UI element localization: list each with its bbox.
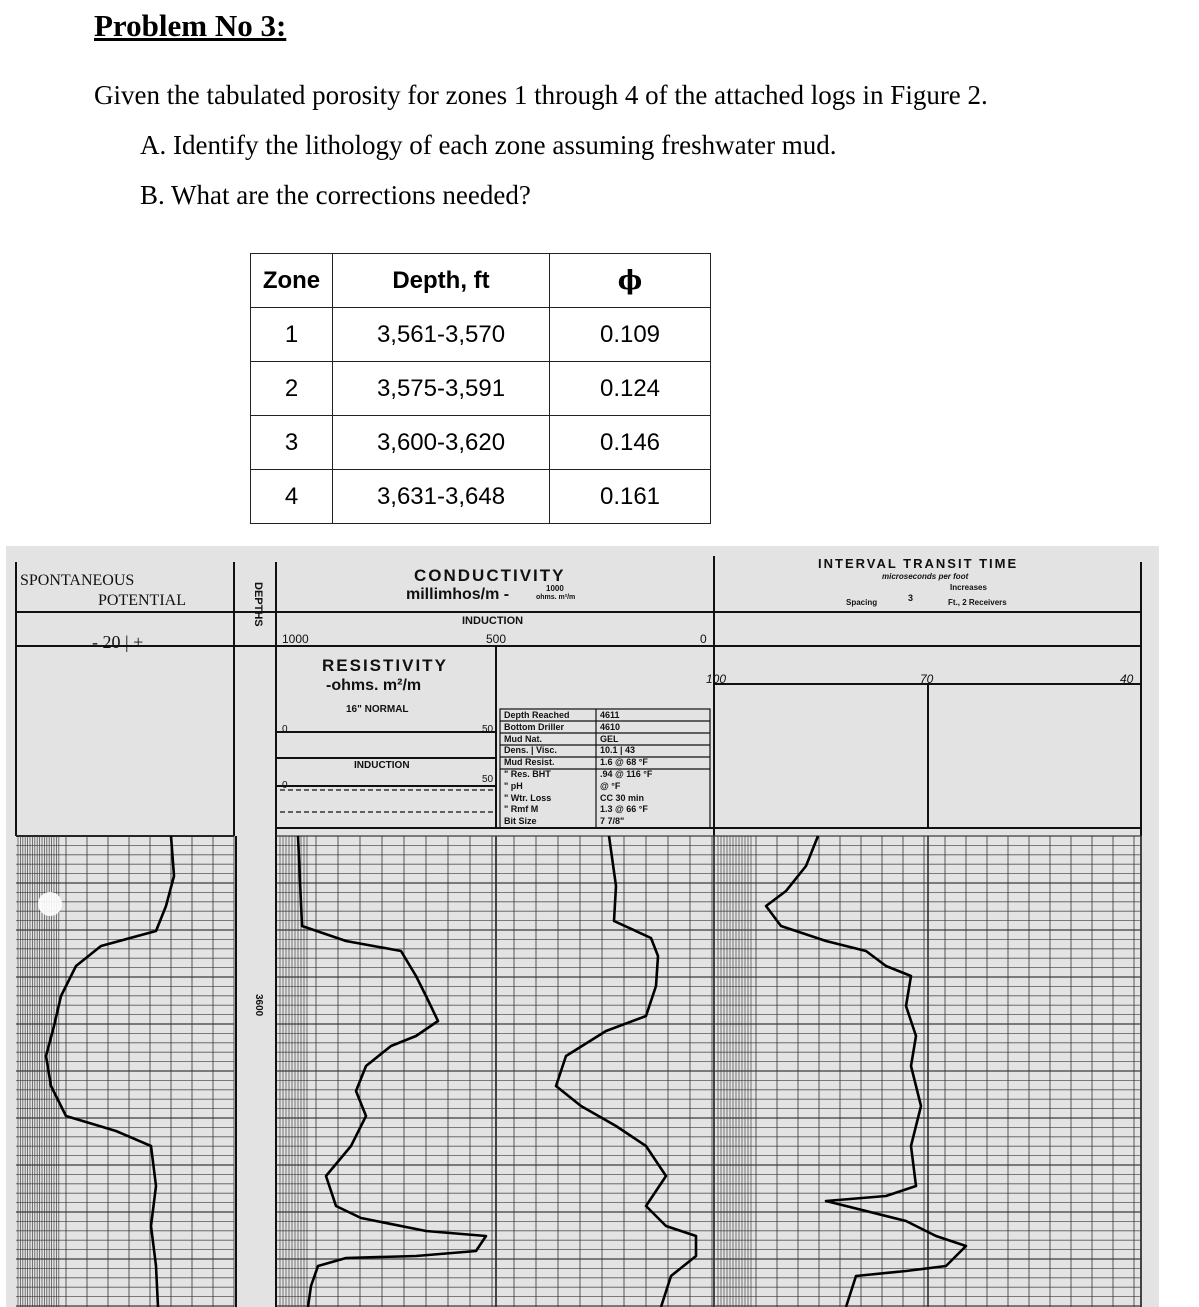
table-row — [251, 362, 711, 416]
depth-mark-3600: 3600 — [253, 994, 264, 1017]
sp-title-line1: SPONTANEOUS — [20, 572, 135, 589]
itt-increases: Increases — [950, 583, 987, 592]
mud-data-label: Mud Nat. — [504, 733, 542, 744]
conductivity-title: CONDUCTIVITY — [414, 566, 566, 585]
induction-label-resistivity: INDUCTION — [354, 760, 410, 771]
resistivity-scale-50a: 50 — [482, 724, 494, 735]
cell-zone: 1 — [251, 308, 333, 362]
conductivity-fraction-bottom: ohms. m²/m — [536, 594, 576, 601]
mud-data-value: GEL — [600, 733, 619, 744]
itt-scale-mid: 70 — [920, 672, 934, 686]
itt-spacing: Spacing — [846, 598, 878, 607]
resistivity-scale-0b: 0 — [282, 780, 288, 791]
resistivity-scale-50b: 50 — [482, 774, 494, 785]
mud-data-value: CC 30 min — [600, 792, 645, 803]
mud-data-value: 4611 — [600, 710, 620, 720]
conductivity-scale-right: 0 — [700, 632, 707, 646]
cell-depth: 3,600-3,620 — [333, 416, 550, 470]
cell-phi: 0.124 — [550, 362, 711, 416]
table-row — [251, 308, 711, 362]
conductivity-units: millimhos/m - — [406, 586, 510, 603]
resistivity-dashed-lines — [280, 790, 494, 812]
mud-data-label: Bottom Driller — [504, 721, 565, 732]
question-a: A. Identify the lithology of each zone assuming freshwater mud. — [140, 130, 837, 160]
induction-label-top: INDUCTION — [462, 615, 524, 627]
well-log-graphic — [6, 546, 1159, 1307]
sp-scale: - 20 | + — [92, 632, 144, 652]
sp-title-line2: POTENTIAL — [98, 592, 186, 609]
depths-label: DEPTHS — [252, 582, 264, 627]
itt-scale-left: 100 — [706, 672, 727, 686]
mud-data-value: 10.1 | 43 — [600, 745, 636, 756]
mud-data-value: .94 @ 116 °F — [600, 769, 653, 779]
problem-title: Problem No 3: — [94, 8, 287, 43]
table-header-row — [251, 254, 711, 308]
porosity-table — [250, 253, 711, 524]
mud-data-label: " Wtr. Loss — [504, 792, 552, 803]
cell-phi: 0.146 — [550, 416, 711, 470]
cell-zone: 2 — [251, 362, 333, 416]
conductivity-scale-left: 1000 — [282, 632, 309, 646]
mud-data-value: 4610 — [600, 721, 621, 732]
itt-scale-right: 40 — [1120, 672, 1134, 686]
mud-data-label: Depth Reached — [504, 710, 570, 720]
mud-data-value: @ °F — [600, 780, 621, 791]
log-grid — [16, 836, 1141, 1307]
problem-intro: Given the tabulated porosity for zones 1 through 4 of the attached logs in Figure 2. — [94, 80, 988, 110]
mud-data-label: " pH — [504, 780, 523, 791]
conductivity-scale-mid: 500 — [486, 632, 507, 646]
mud-data-label: " Rmf M — [504, 804, 539, 815]
itt-receivers: Ft., 2 Receivers — [948, 598, 1007, 607]
mud-data-label: Dens. | Visc. — [504, 745, 557, 756]
resistivity-units: -ohms. m²/m — [326, 677, 422, 694]
itt-subtitle: microseconds per foot — [882, 572, 969, 581]
mud-data-label: Bit Size — [504, 816, 537, 827]
cell-depth: 3,631-3,648 — [333, 470, 550, 524]
cell-depth: 3,561-3,570 — [333, 308, 550, 362]
header-depth: Depth, ft — [333, 254, 550, 308]
cell-depth: 3,575-3,591 — [333, 362, 550, 416]
cell-zone: 4 — [251, 470, 333, 524]
mud-data-label: " Res. BHT — [504, 769, 551, 779]
table-row — [251, 416, 711, 470]
itt-title: INTERVAL TRANSIT TIME — [818, 556, 1019, 571]
resistivity-scale-0a: 0 — [282, 724, 288, 735]
question-b: B. What are the corrections needed? — [140, 180, 531, 210]
normal-label: 16" NORMAL — [346, 704, 409, 715]
resistivity-title: RESISTIVITY — [322, 656, 448, 675]
conductivity-fraction-top: 1000 — [546, 584, 564, 593]
header-phi: ϕ — [550, 254, 711, 308]
depth-track — [236, 836, 276, 1307]
table-row — [251, 470, 711, 524]
mud-data-value: 1.3 @ 66 °F — [600, 804, 648, 815]
sp-light-spot — [38, 892, 62, 916]
mud-data-label: Mud Resist. — [504, 757, 555, 768]
cell-phi: 0.109 — [550, 308, 711, 362]
mud-data-value: 1.6 @ 68 °F — [600, 757, 648, 768]
cell-zone: 3 — [251, 416, 333, 470]
cell-phi: 0.161 — [550, 470, 711, 524]
well-log-figure — [6, 546, 1159, 1307]
mud-data-value: 7 7/8" — [600, 816, 625, 827]
itt-spacing-value: 3 — [908, 593, 914, 603]
header-zone: Zone — [251, 254, 333, 308]
